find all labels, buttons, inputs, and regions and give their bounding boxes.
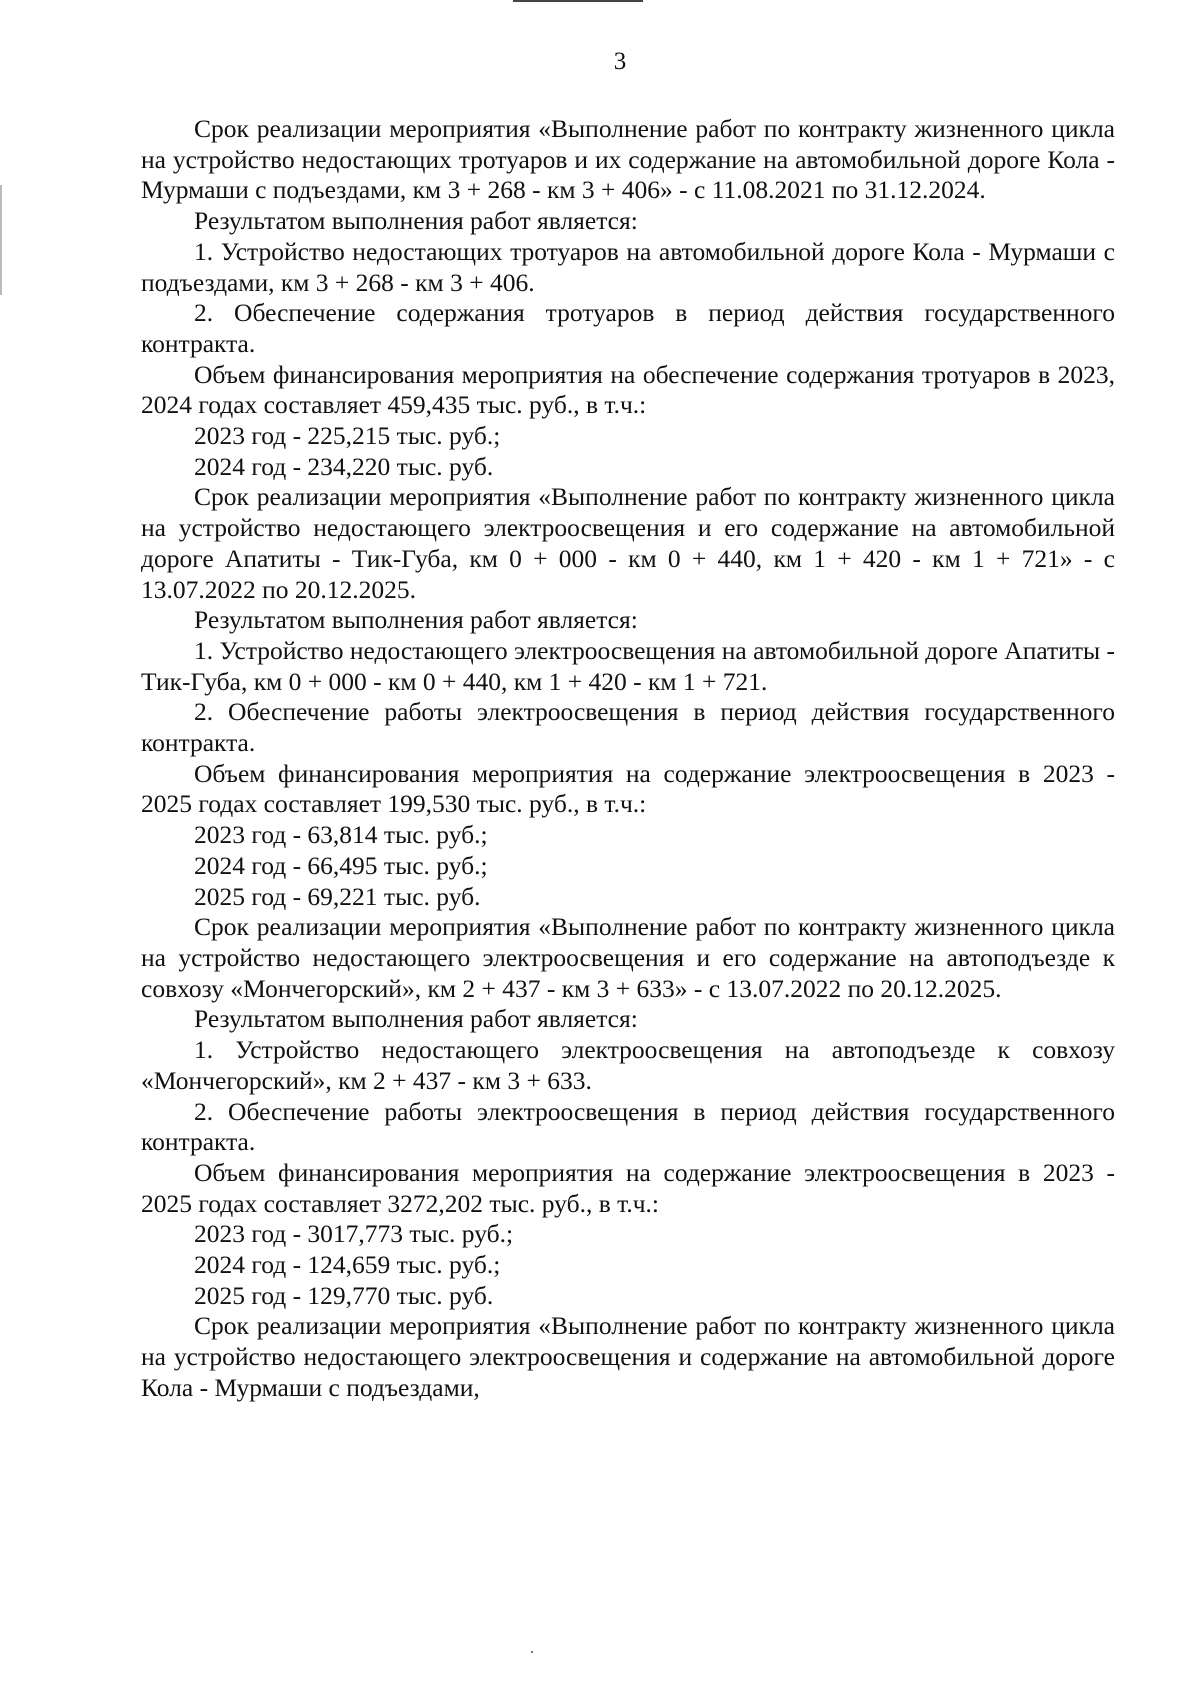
paragraph-result-item-2: 2. Обеспечение работы электроосвещения в период действия государственного контракта. [141, 1096, 1115, 1157]
paragraph-deadline-lighting-apatity: Срок реализации мероприятия «Выполнение работ по контракту жизненного цикла на устройство недостающего электроосвещения и его содержание на автомобильной дороге Апатиты - Тик-Губа, км 0 + 000 - км 0 + 440, км 1 + 420 - км 1 + 721» - с 13.07.2022 по 20.12.2025. [141, 482, 1115, 604]
paragraph-funding-year: 2024 год - 234,220 тыс. руб. [194, 451, 494, 481]
paragraph-funding-year: 2024 год - 66,495 тыс. руб.; [194, 850, 488, 880]
paragraph-funding-year: 2023 год - 63,814 тыс. руб.; [194, 820, 488, 850]
paragraph-result-item-2: 2. Обеспечение работы электроосвещения в период действия государственного контракта. [141, 697, 1115, 758]
top-rule-line [513, 0, 643, 2]
paragraph-funding: Объем финансирования мероприятия на содержание электроосвещения в 2023 - 2025 годах составляет 199,530 тыс. руб., в т.ч.: [141, 758, 1115, 819]
paragraph-funding-year: 2023 год - 3017,773 тыс. руб.; [194, 1219, 514, 1249]
paragraph-funding: Объем финансирования мероприятия на содержание электроосвещения в 2023 - 2025 годах составляет 3272,202 тыс. руб., в т.ч.: [141, 1157, 1115, 1218]
paragraph-funding-year: 2025 год - 129,770 тыс. руб. [194, 1280, 494, 1310]
scan-edge-mark [0, 185, 2, 295]
paragraph-result-item-1: 1. Устройство недостающих тротуаров на автомобильной дороге Кола - Мурмаши с подъездами, км 3 + 268 - км 3 + 406. [141, 236, 1115, 297]
paragraph-result-heading: Результатом выполнения работ является: [194, 206, 638, 236]
paragraph-result-item-1: 1. Устройство недостающего электроосвещения на автоподъезде к совхозу «Мончегорский», км 2 + 437 - км 3 + 633. [141, 1035, 1115, 1095]
paragraph-funding-year: 2024 год - 124,659 тыс. руб.; [194, 1250, 501, 1280]
paragraph-deadline-lighting-monchegorsky: Срок реализации мероприятия «Выполнение работ по контракту жизненного цикла на устройство недостающего электроосвещения и его содержание на автоподъезде к совхозу «Мончегорский», км 2 + 437 - км 3 + 633» - с 13.07.2022 по 20.12.2025. [141, 912, 1115, 1003]
paragraph-result-heading: Результатом выполнения работ является: [194, 605, 638, 635]
paragraph-deadline-sidewalks: Срок реализации мероприятия «Выполнение работ по контракту жизненного цикла на устройство недостающих тротуаров и их содержание на автомобильной дороге Кола - Мурмаши с подъездами, км 3 + 268 - км 3 + 406» - с 11.08.2021 по 31.12.2024. [141, 114, 1115, 205]
page-number: 3 [613, 48, 627, 75]
paragraph-deadline-lighting-kola: Срок реализации мероприятия «Выполнение работ по контракту жизненного цикла на устройство недостающего электроосвещения и содержание на автомобильной дороге Кола - Мурмаши с подъездами, [141, 1311, 1115, 1402]
paragraph-result-item-1: 1. Устройство недостающего электроосвещения на автомобильной дороге Апатиты - Тик-Губа, км 0 + 000 - км 0 + 440, км 1 + 420 - км 1 + 721. [141, 635, 1115, 696]
paragraph-funding: Объем финансирования мероприятия на обеспечение содержания тротуаров в 2023, 2024 годах составляет 459,435 тыс. руб., в т.ч.: [141, 359, 1115, 420]
document-body [141, 114, 1115, 1404]
paragraph-result-heading: Результатом выполнения работ является: [194, 1004, 638, 1034]
paragraph-funding-year: 2025 год - 69,221 тыс. руб. [194, 881, 481, 911]
paragraph-result-item-2: 2. Обеспечение содержания тротуаров в период действия государственного контракта. [141, 298, 1115, 358]
scan-dot-mark [531, 1651, 533, 1653]
paragraph-funding-year: 2023 год - 225,215 тыс. руб.; [194, 421, 501, 451]
